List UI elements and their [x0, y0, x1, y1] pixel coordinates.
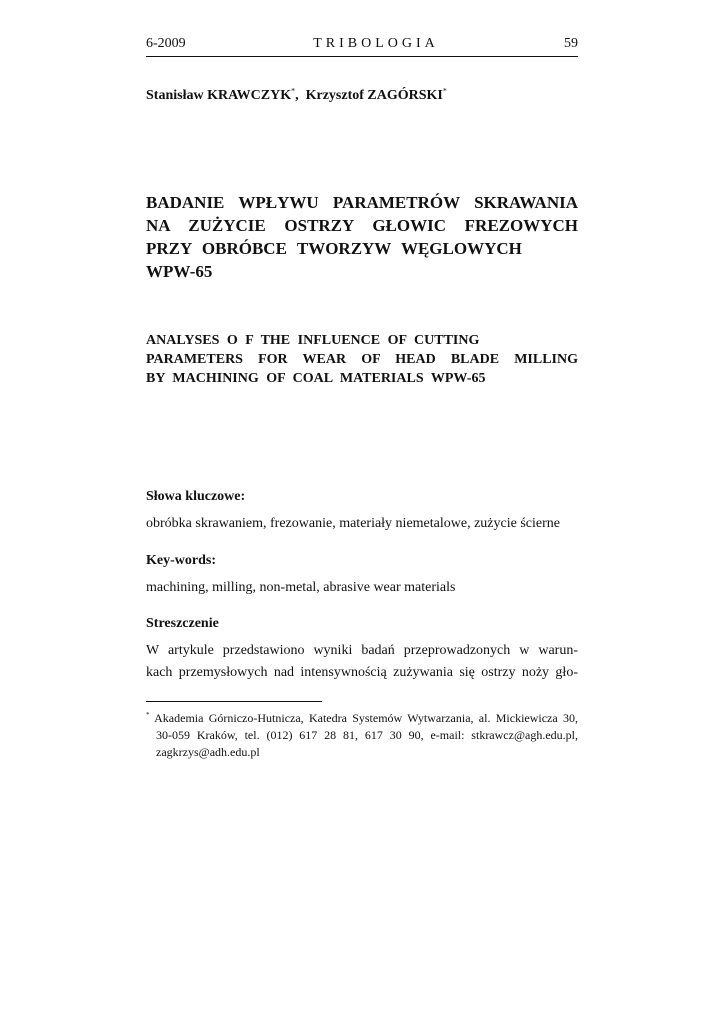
footnote-text: Akademia Górniczo-Hutnicza, Katedra Systemów Wytwarzania, al. Mickiewicza 30, — [154, 711, 578, 725]
footnote-line: zagkrzys@adh.edu.pl — [156, 745, 260, 759]
abstract-heading: Streszczenie — [146, 616, 219, 631]
keywords-en-text: machining, milling, non-metal, abrasive wear materials — [146, 580, 456, 595]
issue-number: 6-2009 — [146, 36, 186, 51]
footnote-line — [146, 710, 578, 727]
title-line: PRZY OBRÓBCE TWORZYW WĘGLOWYCH — [146, 239, 522, 258]
keywords-en-heading: Key-words: — [146, 553, 216, 568]
author-line — [146, 88, 447, 104]
footnote-marker: * — [146, 711, 150, 719]
title-line: NA ZUŻYCIE OSTRZY GŁOWIC FREZOWYCH — [146, 216, 578, 235]
footnote-marker: * — [442, 86, 447, 96]
footnote-line: 30-059 Kraków, tel. (012) 617 28 81, 617 30 90, e-mail: stkrawcz@agh.edu.pl, — [156, 728, 578, 742]
author-separator: , — [295, 88, 299, 103]
title-line: PARAMETERS FOR WEAR OF HEAD BLADE MILLING — [146, 352, 578, 367]
author-name: Stanisław KRAWCZYK — [146, 88, 292, 103]
keywords-pl-text: obróbka skrawaniem, frezowanie, materiały niemetalowe, zużycie ścierne — [146, 516, 560, 531]
header-rule — [146, 56, 578, 57]
footnote — [146, 710, 578, 761]
journal-name: TRIBOLOGIA — [313, 36, 439, 51]
title-line: ANALYSES O F THE INFLUENCE OF CUTTING — [146, 333, 480, 348]
page-number: 59 — [564, 36, 578, 51]
abstract-line: kach przemysłowych nad intensywnością zużywania się ostrzy noży gło- — [146, 665, 578, 680]
title-line: BY MACHINING OF COAL MATERIALS WPW-65 — [146, 371, 486, 386]
footnote-rule — [146, 701, 322, 702]
abstract-body — [146, 640, 578, 684]
running-header — [146, 36, 578, 56]
title-line: WPW-65 — [146, 262, 213, 281]
author-name: Krzysztof ZAGÓRSKI — [305, 88, 443, 103]
footnote-marker: * — [291, 86, 296, 96]
abstract-line: W artykule przedstawiono wyniki badań przeprowadzonych w warun- — [146, 643, 578, 658]
title-english — [146, 331, 578, 388]
title-polish — [146, 191, 578, 283]
keywords-pl-heading: Słowa kluczowe: — [146, 489, 246, 504]
title-line: BADANIE WPŁYWU PARAMETRÓW SKRAWANIA — [146, 193, 578, 212]
